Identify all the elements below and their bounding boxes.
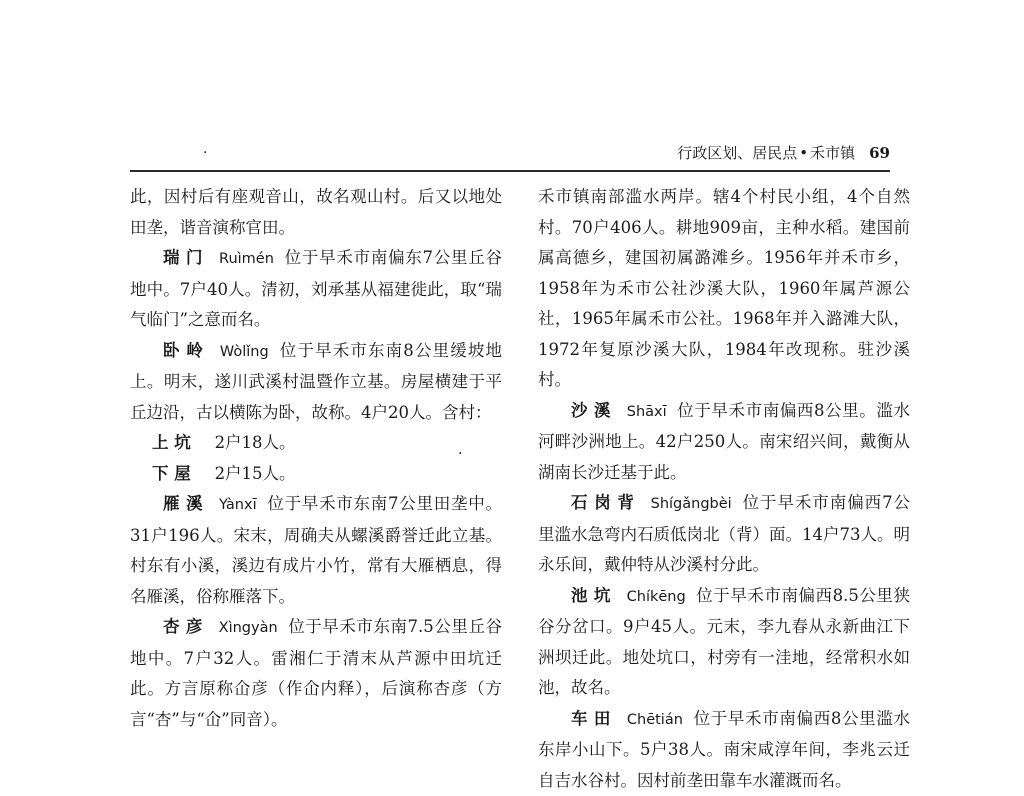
entry-term: 杏彦 — [163, 617, 209, 636]
entry-text: 位于早禾市南偏东7公里丘谷地中。7户40人。清初，刘承基从福建徙此，取“瑞气临门”之意而名。 — [130, 248, 502, 329]
subentry-xiawu — [130, 459, 502, 490]
entry-shigangbei — [538, 488, 910, 581]
header-title: 行政区划、居民点 — [677, 144, 797, 162]
entry-term: 卧岭 — [163, 341, 210, 360]
entry-pinyin: Yànxī — [219, 497, 257, 513]
entry-term: 上坑 — [152, 433, 197, 452]
entry-shaxi — [538, 396, 910, 489]
entry-text: 2户18人。 — [215, 433, 296, 452]
entry-text: 位于早禾市南偏西8公里。滥水河畔沙洲地上。42户250人。南宋绍兴间，戴衡从湖南长沙迁基于此。 — [538, 401, 910, 482]
entry-term: 石岗背 — [571, 493, 641, 512]
entry-woling — [130, 336, 502, 429]
entry-pinyin: Xìngyàn — [219, 620, 278, 636]
entry-pinyin: Shígǎngbèi — [651, 496, 732, 512]
entry-ruimen — [130, 243, 502, 336]
entry-pinyin: Wòlǐng — [220, 344, 269, 360]
page-number: 69 — [869, 144, 890, 162]
entry-pinyin: Shāxī — [627, 404, 667, 420]
paragraph: 禾市镇南部滥水两岸。辖4个村民小组，4个自然村。70户406人。耕地909亩，主种水稻。建国前属高德乡，建国初属潞滩乡。1956年并禾市乡，1958年为禾市公社沙溪大队，1960年属芦源公社，1965年属禾市公社。1968年并入潞滩大队，1972年复原沙溪大队，1984年改现称。驻沙溪村。 — [538, 182, 910, 396]
header-rule — [130, 170, 890, 172]
entry-term: 下屋 — [152, 464, 197, 483]
entry-pinyin: Chíkēng — [627, 589, 686, 605]
entry-text: 位于早禾市东南8公里缓坡地上。明末，遂川武溪村温暨作立基。房屋横建于平丘边沿，古以横陈为卧，故称。4户20人。含村： — [130, 341, 502, 422]
entry-text: 位于早禾市东南7公里田垄中。31户196人。宋末，周确夫从螺溪爵誉迁此立基。村东有小溪，溪边有成片小竹，常有大雁栖息，得名雁溪，俗称雁落下。 — [130, 494, 502, 606]
entry-term: 车田 — [571, 709, 617, 728]
entry-term: 雁溪 — [163, 494, 209, 513]
left-column — [130, 182, 502, 735]
subentry-shangkeng — [130, 428, 502, 459]
entry-text: 位于早禾市南偏西8公里滥水东岸小山下。5户38人。南宋咸淳年间，李兆云迁自吉水谷村。因村前垄田靠车水灌溉而名。 — [538, 709, 910, 790]
header-bullet: • — [799, 144, 808, 162]
entry-chikeng — [538, 581, 910, 704]
stray-mark: · — [458, 446, 462, 462]
entry-pinyin: Ruìmén — [219, 251, 274, 267]
running-header — [600, 142, 890, 166]
paragraph: 此，因村后有座观音山，故名观山村。后又以地处田垄，谐音演称官田。 — [130, 182, 502, 243]
entry-term: 沙溪 — [571, 401, 617, 420]
entry-text: 位于早禾市东南7.5公里丘谷地中。7户32人。雷湘仁于清末从芦源中田坑迁此。方言原称仚彦（作仚内释），后演称杏彦（方言“杏”与“仚”同音）。 — [130, 617, 502, 729]
entry-text: 位于早禾市南偏西8.5公里狭谷分岔口。9户45人。元末，李九春从永新曲江下洲坝迁此。地处坑口，村旁有一洼地，经常积水如池，故名。 — [538, 586, 910, 698]
entry-pinyin: Chētián — [627, 712, 683, 728]
right-column — [538, 182, 910, 796]
entry-xingyan — [130, 612, 502, 735]
entry-text: 2户15人。 — [215, 464, 296, 483]
entry-text: 位于早禾市南偏西7公里滥水急弯内石质低岗北（背）面。14户73人。明永乐间，戴仲特从沙溪村分此。 — [538, 493, 910, 574]
stray-mark: · — [203, 145, 207, 161]
entry-term: 瑞门 — [163, 248, 209, 267]
entry-term: 池坑 — [571, 586, 617, 605]
entry-chetian — [538, 704, 910, 796]
header-town: 禾市镇 — [810, 144, 855, 162]
entry-yanxi — [130, 489, 502, 612]
